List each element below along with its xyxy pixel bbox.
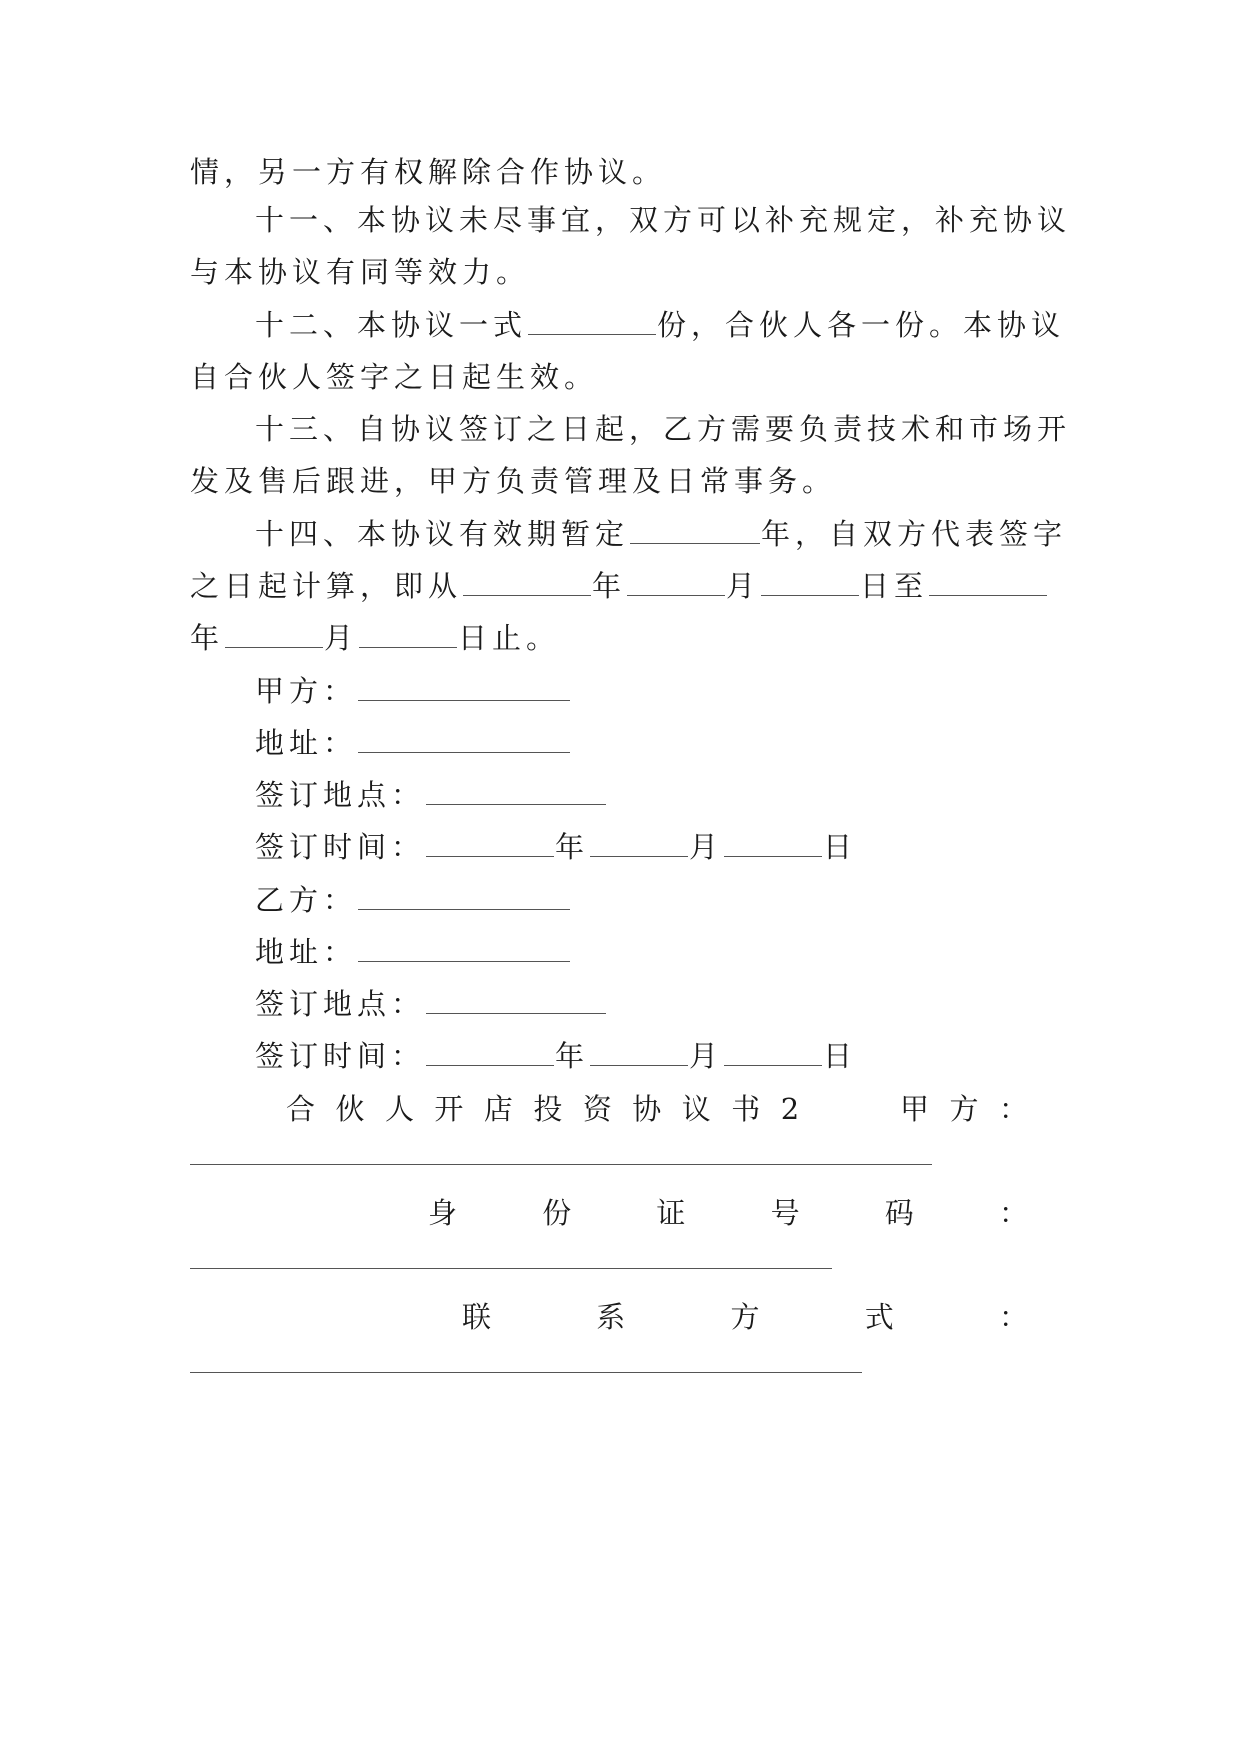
paragraph-line: 发及售后跟进，甲方负责管理及日常事务。 bbox=[190, 464, 837, 498]
paragraph-line: 年 月 日止。 bbox=[190, 621, 561, 655]
end-year-blank[interactable] bbox=[929, 569, 1047, 596]
party-b-address-blank[interactable] bbox=[358, 935, 570, 962]
clause-11-line: 十一、本协议未尽事宜，双方可以补充规定，补充协议 bbox=[255, 203, 1072, 237]
clause-14-line: 十四、本协议有效期暂定 年，自双方代表签字 bbox=[255, 517, 1068, 551]
clause-13-line: 十三、自协议签订之日起，乙方需要负责技术和市场开 bbox=[255, 412, 1072, 446]
start-month-blank[interactable] bbox=[627, 569, 725, 596]
contact-blank[interactable] bbox=[190, 1372, 862, 1373]
start-year-blank[interactable] bbox=[463, 569, 591, 596]
party-a-day-blank[interactable] bbox=[724, 830, 822, 857]
term-years-blank[interactable] bbox=[630, 517, 760, 544]
party-b-address-row: 地址： bbox=[255, 932, 1115, 972]
id-number-line: 身 份 证 号 码 ： bbox=[428, 1196, 1028, 1230]
doc2-party-a-blank[interactable] bbox=[190, 1164, 932, 1165]
party-b-place-blank[interactable] bbox=[426, 987, 606, 1014]
end-month-blank[interactable] bbox=[225, 621, 323, 648]
doc2-title-line: 合 伙 人 开 店 投 资 协 议 书 2 甲 方 ： bbox=[286, 1089, 1028, 1129]
paragraph-line: 自合伙人签字之日起生效。 bbox=[190, 360, 599, 394]
contact-line: 联 系 方 式 ： bbox=[462, 1300, 1028, 1334]
spacer bbox=[820, 1089, 880, 1129]
party-a-place-row: 签订地点： bbox=[255, 775, 1115, 815]
paragraph-line: 之日起计算，即从 年 月 日至 bbox=[190, 566, 1050, 606]
party-a-time-row: 签订时间： 年 月 日 bbox=[255, 830, 858, 864]
clause-12-line: 十二、本协议一式 份，合伙人各一份。本协议 bbox=[255, 308, 1066, 342]
party-b-day-blank[interactable] bbox=[724, 1039, 822, 1066]
party-a-address-row: 地址： bbox=[255, 723, 1115, 763]
paragraph-line: 与本协议有同等效力。 bbox=[190, 255, 531, 289]
party-b-month-blank[interactable] bbox=[590, 1039, 688, 1066]
party-a-year-blank[interactable] bbox=[426, 830, 554, 857]
id-number-blank[interactable] bbox=[190, 1268, 832, 1269]
end-day-blank[interactable] bbox=[359, 621, 457, 648]
party-a-place-blank[interactable] bbox=[426, 778, 606, 805]
start-day-blank[interactable] bbox=[761, 569, 859, 596]
party-b-name-blank[interactable] bbox=[358, 883, 570, 910]
party-b-name-row: 乙方： bbox=[255, 880, 1115, 920]
party-b-year-blank[interactable] bbox=[426, 1039, 554, 1066]
party-b-time-row: 签订时间： 年 月 日 bbox=[255, 1039, 858, 1073]
party-a-address-blank[interactable] bbox=[358, 726, 570, 753]
party-a-month-blank[interactable] bbox=[590, 830, 688, 857]
party-b-place-row: 签订地点： bbox=[255, 984, 1115, 1024]
party-a-name-blank[interactable] bbox=[358, 674, 570, 701]
copies-blank[interactable] bbox=[528, 308, 656, 335]
paragraph-line: 情，另一方有权解除合作协议。 bbox=[190, 155, 667, 189]
party-a-name-row: 甲方： bbox=[255, 671, 1115, 711]
